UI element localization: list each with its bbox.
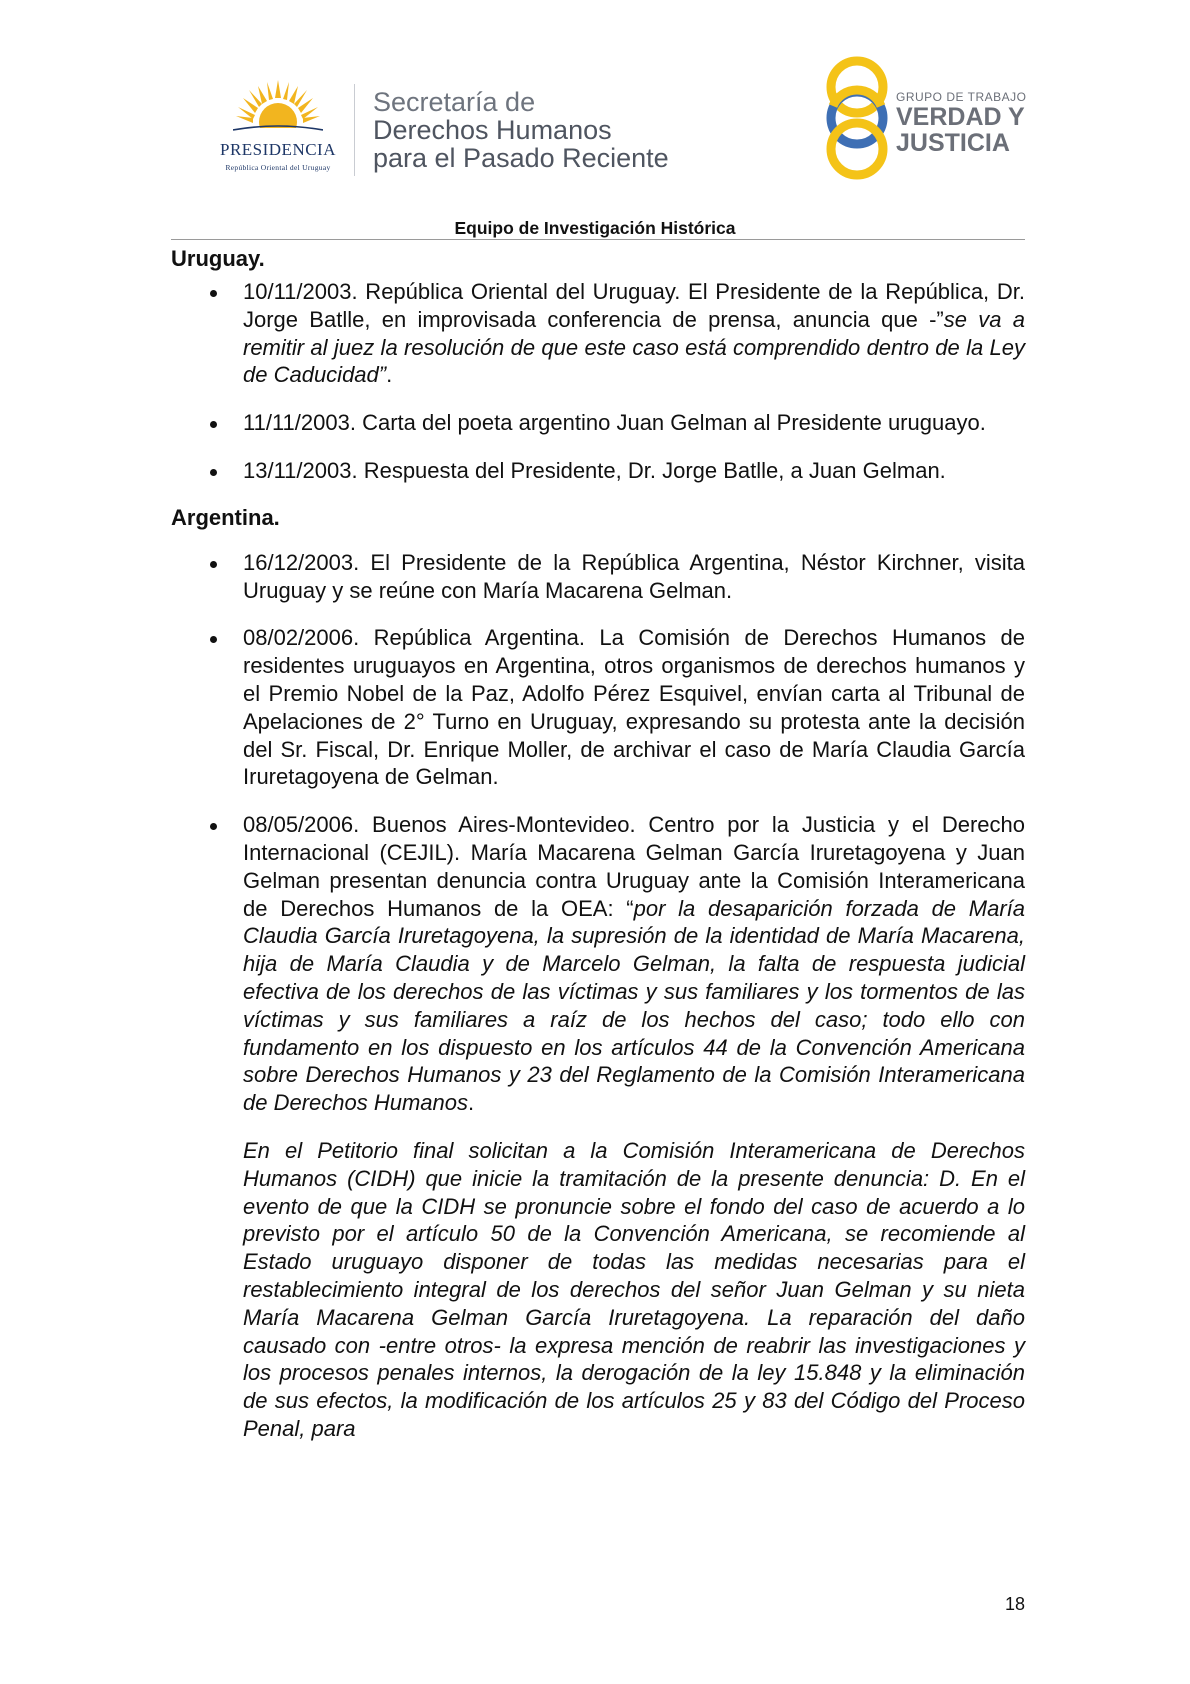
verdad-y-justicia-label xyxy=(896,104,1025,156)
entry-run-italic: En el Petitorio final solicitan a la Comisión Interamericana de Derechos Humanos (CIDH) que inicie la tramitación de la presente denuncia: D. En el evento de que la CIDH se pronuncie sobre el fondo del caso de acuerdo a lo previsto por el artículo 50 de la Convención Americana, se recomiende al Estado uruguayo disponer de todas las medidas necesarias para el restablecimiento integral de los derechos del señor Juan Gelman y su nieta María Macarena Gelman García Iruretagoyena. La reparación del daño causado con -entre otros- la expresa mención de reabrir las investigaciones y los procesos penales internos, la derogación de la ley 15.848 y la eliminación de sus efectos, la modificación de los artículos 25 y 83 del Código del Proceso Penal, para xyxy=(243,1137,1025,1441)
page-number: 18 xyxy=(1004,1594,1025,1614)
verdad-y-justicia-logo xyxy=(818,56,1028,182)
entry-run: . xyxy=(386,362,393,388)
grupo-de-trabajo-label: GRUPO DE TRABAJO xyxy=(896,90,1027,104)
section-heading-argentina: Argentina. xyxy=(171,504,280,530)
bullet-icon xyxy=(210,561,217,568)
secretaria-wordmark xyxy=(373,88,669,172)
entry-run: 08/02/2006. República Argentina. La Comisión de Derechos Humanos de residentes uruguayos en Argentina, otros organismos de derechos humanos y el Premio Nobel de la Paz, Adolfo Pérez Esquivel, envían carta al Tribunal de Apelaciones de 2° Turno en Uruguay, expresando su protesta ante la decisión del Sr. Fiscal, Dr. Enrique Moller, de archivar el caso de María Claudia García Iruretagoyena de Gelman. xyxy=(243,625,1025,790)
secretaria-line-1: Secretaría de xyxy=(373,87,536,117)
presidencia-wordmark: PRESIDENCIA xyxy=(219,140,336,159)
document-body xyxy=(171,244,1025,1443)
entry-text xyxy=(243,549,1025,605)
header-divider xyxy=(354,84,355,176)
entry-run: 13/11/2003. Respuesta del Presidente, Dr. Jorge Batlle, a Juan Gelman. xyxy=(243,457,946,483)
interlocked-rings-icon xyxy=(818,56,896,180)
entries-argentina xyxy=(171,549,1025,1443)
page-header xyxy=(0,0,1190,238)
entry-run: . xyxy=(468,1090,475,1116)
entry-run: 10/11/2003. República Oriental del Uruguay. El Presidente de la República, Dr. Jorge Batlle, en improvisada conferencia de prensa, anuncia que -” xyxy=(243,279,1025,332)
header-rule xyxy=(171,239,1025,240)
bullet-icon xyxy=(210,421,217,428)
list-item xyxy=(171,457,1025,485)
entries-uruguay xyxy=(171,278,1025,485)
bullet-icon xyxy=(210,290,217,297)
list-item xyxy=(171,811,1025,1443)
bullet-icon xyxy=(210,469,217,476)
secretaria-line-3: para el Pasado Reciente xyxy=(373,143,669,173)
bullet-icon xyxy=(210,823,217,830)
entry-run: 11/11/2003. Carta del poeta argentino Juan Gelman al Presidente uruguayo. xyxy=(243,410,986,436)
presidencia-logo xyxy=(193,78,363,178)
presidencia-subtitle: República Oriental del Uruguay xyxy=(225,163,331,172)
justicia-line: JUSTICIA xyxy=(896,129,1010,157)
entry-run-italic: por la desaparición forzada de María Claudia García Iruretagoyena, la supresión de la identidad de María Macarena, hija de María Claudia y de Marcelo Gelman, la falta de respuesta judicial efectiva de los derechos de las víctimas y sus familiares y los tormentos de las víctimas y sus familiares a raíz de los hechos del caso; todo ello con fundamento en los dispuesto en los artículos 44 de la Convención Americana sobre Derechos Humanos y 23 del Reglamento de la Comisión Interamericana de Derechos Humanos xyxy=(243,895,1025,1116)
entry-text xyxy=(243,624,1025,791)
sun-icon xyxy=(233,78,323,134)
entry-text xyxy=(243,409,1025,437)
verdad-y-line: VERDAD Y xyxy=(896,103,1025,131)
list-item xyxy=(171,549,1025,605)
entry-run-italic: se va a remitir al juez la resolución de que este caso está comprendido dentro de la Ley de Caducidad” xyxy=(243,306,1025,388)
bullet-icon xyxy=(210,636,217,643)
list-item xyxy=(171,409,1025,437)
secretaria-line-2: Derechos Humanos xyxy=(373,115,612,145)
list-item xyxy=(171,278,1025,389)
team-title: Equipo de Investigación Histórica xyxy=(454,218,736,238)
section-heading-uruguay: Uruguay. xyxy=(171,246,265,271)
entry-run: 08/05/2006. Buenos Aires-Montevideo. Centro por la Justicia y el Derecho Internacional (CEJIL). María Macarena Gelman García Iruretagoyena y Juan Gelman presentan denuncia contra Uruguay ante la Comisión Interamericana de Derechos Humanos de la OEA: “ xyxy=(243,812,1025,921)
entry-text xyxy=(243,457,1025,485)
list-item xyxy=(171,624,1025,791)
entry-text xyxy=(243,811,1025,1117)
entry-continuation xyxy=(243,1137,1025,1443)
entry-text xyxy=(243,278,1025,389)
entry-run: 16/12/2003. El Presidente de la República Argentina, Néstor Kirchner, visita Uruguay y se reúne con María Macarena Gelman. xyxy=(243,549,1025,603)
